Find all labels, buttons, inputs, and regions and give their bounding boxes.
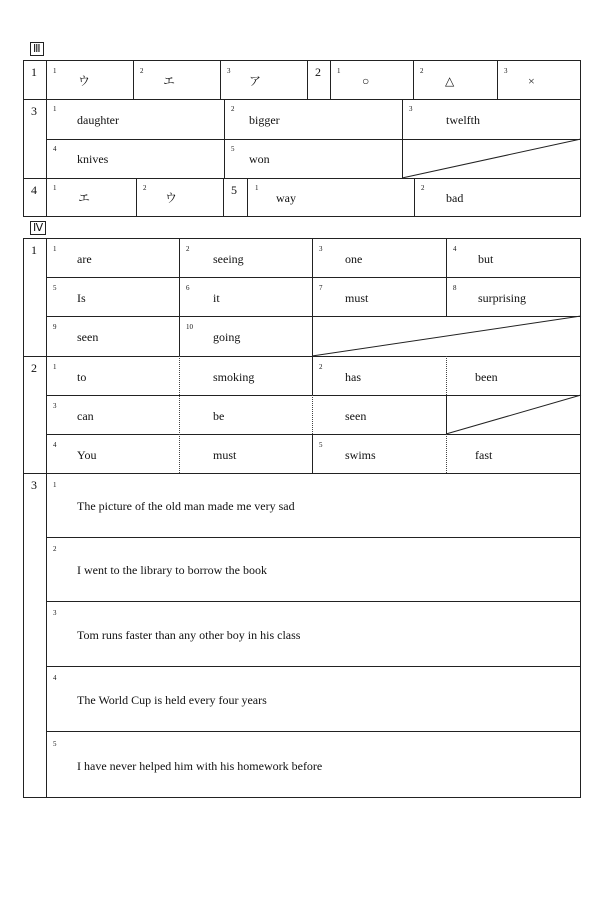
question-number: 2 <box>315 65 321 79</box>
empty-cell-diagonal <box>402 139 581 178</box>
item-number: 3 <box>53 609 57 617</box>
s3-col-divider <box>247 178 248 217</box>
question-number: 3 <box>31 104 37 118</box>
item-number: 4 <box>453 245 457 253</box>
s4-row-divider <box>46 434 581 435</box>
question-number: 1 <box>31 243 37 257</box>
s3-col-divider <box>133 60 134 99</box>
answer-sentence: The World Cup is held every four years <box>77 693 267 707</box>
answer-text: one <box>345 252 363 266</box>
item-number: 3 <box>319 245 323 253</box>
answer-text: △ <box>445 74 455 88</box>
s4-col-divider <box>312 434 313 473</box>
item-number: 3 <box>409 105 413 113</box>
s3-col-divider <box>330 60 331 99</box>
s4-row-divider <box>46 731 581 732</box>
item-number: 1 <box>53 184 57 192</box>
item-number: 2 <box>231 105 235 113</box>
s4-col-divider <box>312 356 313 395</box>
answer-sentence: I went to the library to borrow the book <box>77 563 267 577</box>
item-number: 1 <box>53 67 57 75</box>
answer-text: knives <box>77 152 109 166</box>
answer-text: way <box>276 191 296 205</box>
item-number: 3 <box>227 67 231 75</box>
item-number: 8 <box>453 284 457 292</box>
empty-cell-diagonal <box>312 316 581 356</box>
section-4-mark: Ⅳ <box>30 221 46 235</box>
item-number: 2 <box>319 363 323 371</box>
answer-text: daughter <box>77 113 119 127</box>
answer-text: to <box>77 370 87 384</box>
item-number: 2 <box>186 245 190 253</box>
s3-num-col-divider <box>46 60 47 217</box>
answer-sentence: The picture of the old man made me very sad <box>77 499 295 513</box>
answer-text: must <box>213 448 237 462</box>
item-number: 1 <box>53 245 57 253</box>
answer-text: ○ <box>362 74 370 88</box>
item-number: 2 <box>420 67 424 75</box>
s4-num-col-divider <box>46 238 47 798</box>
answer-text: seeing <box>213 252 244 266</box>
answer-text: been <box>475 370 498 384</box>
answer-text: it <box>213 291 220 305</box>
answer-text: × <box>528 74 535 88</box>
item-number: 4 <box>53 674 57 682</box>
question-number: 1 <box>31 65 37 79</box>
item-number: 7 <box>319 284 323 292</box>
answer-text: can <box>77 409 94 423</box>
s4-dotted-divider <box>179 356 180 473</box>
question-number: 5 <box>231 183 237 197</box>
answer-text: has <box>345 370 361 384</box>
s4-dotted-divider <box>446 356 447 395</box>
item-number: 2 <box>53 545 57 553</box>
answer-text: are <box>77 252 92 266</box>
item-number: 5 <box>53 284 57 292</box>
s4-col-divider <box>446 238 447 316</box>
item-number: 4 <box>53 441 57 449</box>
item-number: 10 <box>186 323 193 331</box>
answer-text: bigger <box>249 113 280 127</box>
answer-text: Is <box>77 291 86 305</box>
s3-col-divider <box>414 178 415 217</box>
item-number: 6 <box>186 284 190 292</box>
s3-col-divider <box>223 178 224 217</box>
item-number: 5 <box>53 740 57 748</box>
s3-col-divider <box>220 60 221 99</box>
answer-text: must <box>345 291 369 305</box>
answer-text: but <box>478 252 494 266</box>
answer-text: surprising <box>478 291 526 305</box>
answer-text: ウ <box>78 74 91 88</box>
answer-text: seen <box>77 330 99 344</box>
item-number: 5 <box>319 441 323 449</box>
s4-row-divider <box>46 537 581 538</box>
s4-dotted-divider <box>446 434 447 473</box>
item-number: 3 <box>504 67 508 75</box>
item-number: 2 <box>140 67 144 75</box>
s3-col-divider <box>497 60 498 99</box>
item-number: 3 <box>53 402 57 410</box>
answer-text: エ <box>163 74 176 88</box>
s4-row-divider <box>23 473 581 474</box>
question-number: 2 <box>31 361 37 375</box>
empty-cell-diagonal <box>446 395 581 434</box>
item-number: 1 <box>255 184 259 192</box>
item-number: 1 <box>53 363 57 371</box>
s3-col-divider <box>224 99 225 178</box>
s3-row-divider <box>23 178 581 179</box>
s4-row-divider <box>46 277 581 278</box>
item-number: 5 <box>231 145 235 153</box>
answer-text: won <box>249 152 270 166</box>
answer-text: bad <box>446 191 464 205</box>
item-number: 2 <box>143 184 147 192</box>
s4-row-divider <box>46 666 581 667</box>
s4-dotted-divider <box>312 395 313 434</box>
answer-text: You <box>77 448 97 462</box>
answer-sentence: I have never helped him with his homework before <box>77 759 323 773</box>
s3-col-divider <box>136 178 137 217</box>
question-number: 4 <box>31 183 37 197</box>
answer-text: エ <box>78 191 91 205</box>
item-number: 4 <box>53 145 57 153</box>
section-3-mark: Ⅲ <box>30 42 44 56</box>
question-number: 3 <box>31 478 37 492</box>
answer-text: fast <box>475 448 493 462</box>
answer-text: be <box>213 409 225 423</box>
answer-text: swims <box>345 448 376 462</box>
s3-col-divider <box>307 60 308 99</box>
s4-col-divider <box>179 238 180 356</box>
item-number: 1 <box>53 105 57 113</box>
answer-text: twelfth <box>446 113 480 127</box>
s3-col-divider <box>413 60 414 99</box>
answer-text: ア <box>249 74 262 88</box>
answer-text: smoking <box>213 370 255 384</box>
s4-row-divider <box>46 601 581 602</box>
item-number: 1 <box>53 481 57 489</box>
s3-row-divider <box>23 99 581 100</box>
answer-sentence: Tom runs faster than any other boy in his class <box>77 628 301 642</box>
item-number: 2 <box>421 184 425 192</box>
answer-text: ウ <box>165 191 178 205</box>
item-number: 9 <box>53 323 57 331</box>
answer-text: going <box>213 330 241 344</box>
s4-row-divider <box>23 356 581 357</box>
answer-text: seen <box>345 409 367 423</box>
item-number: 1 <box>337 67 341 75</box>
